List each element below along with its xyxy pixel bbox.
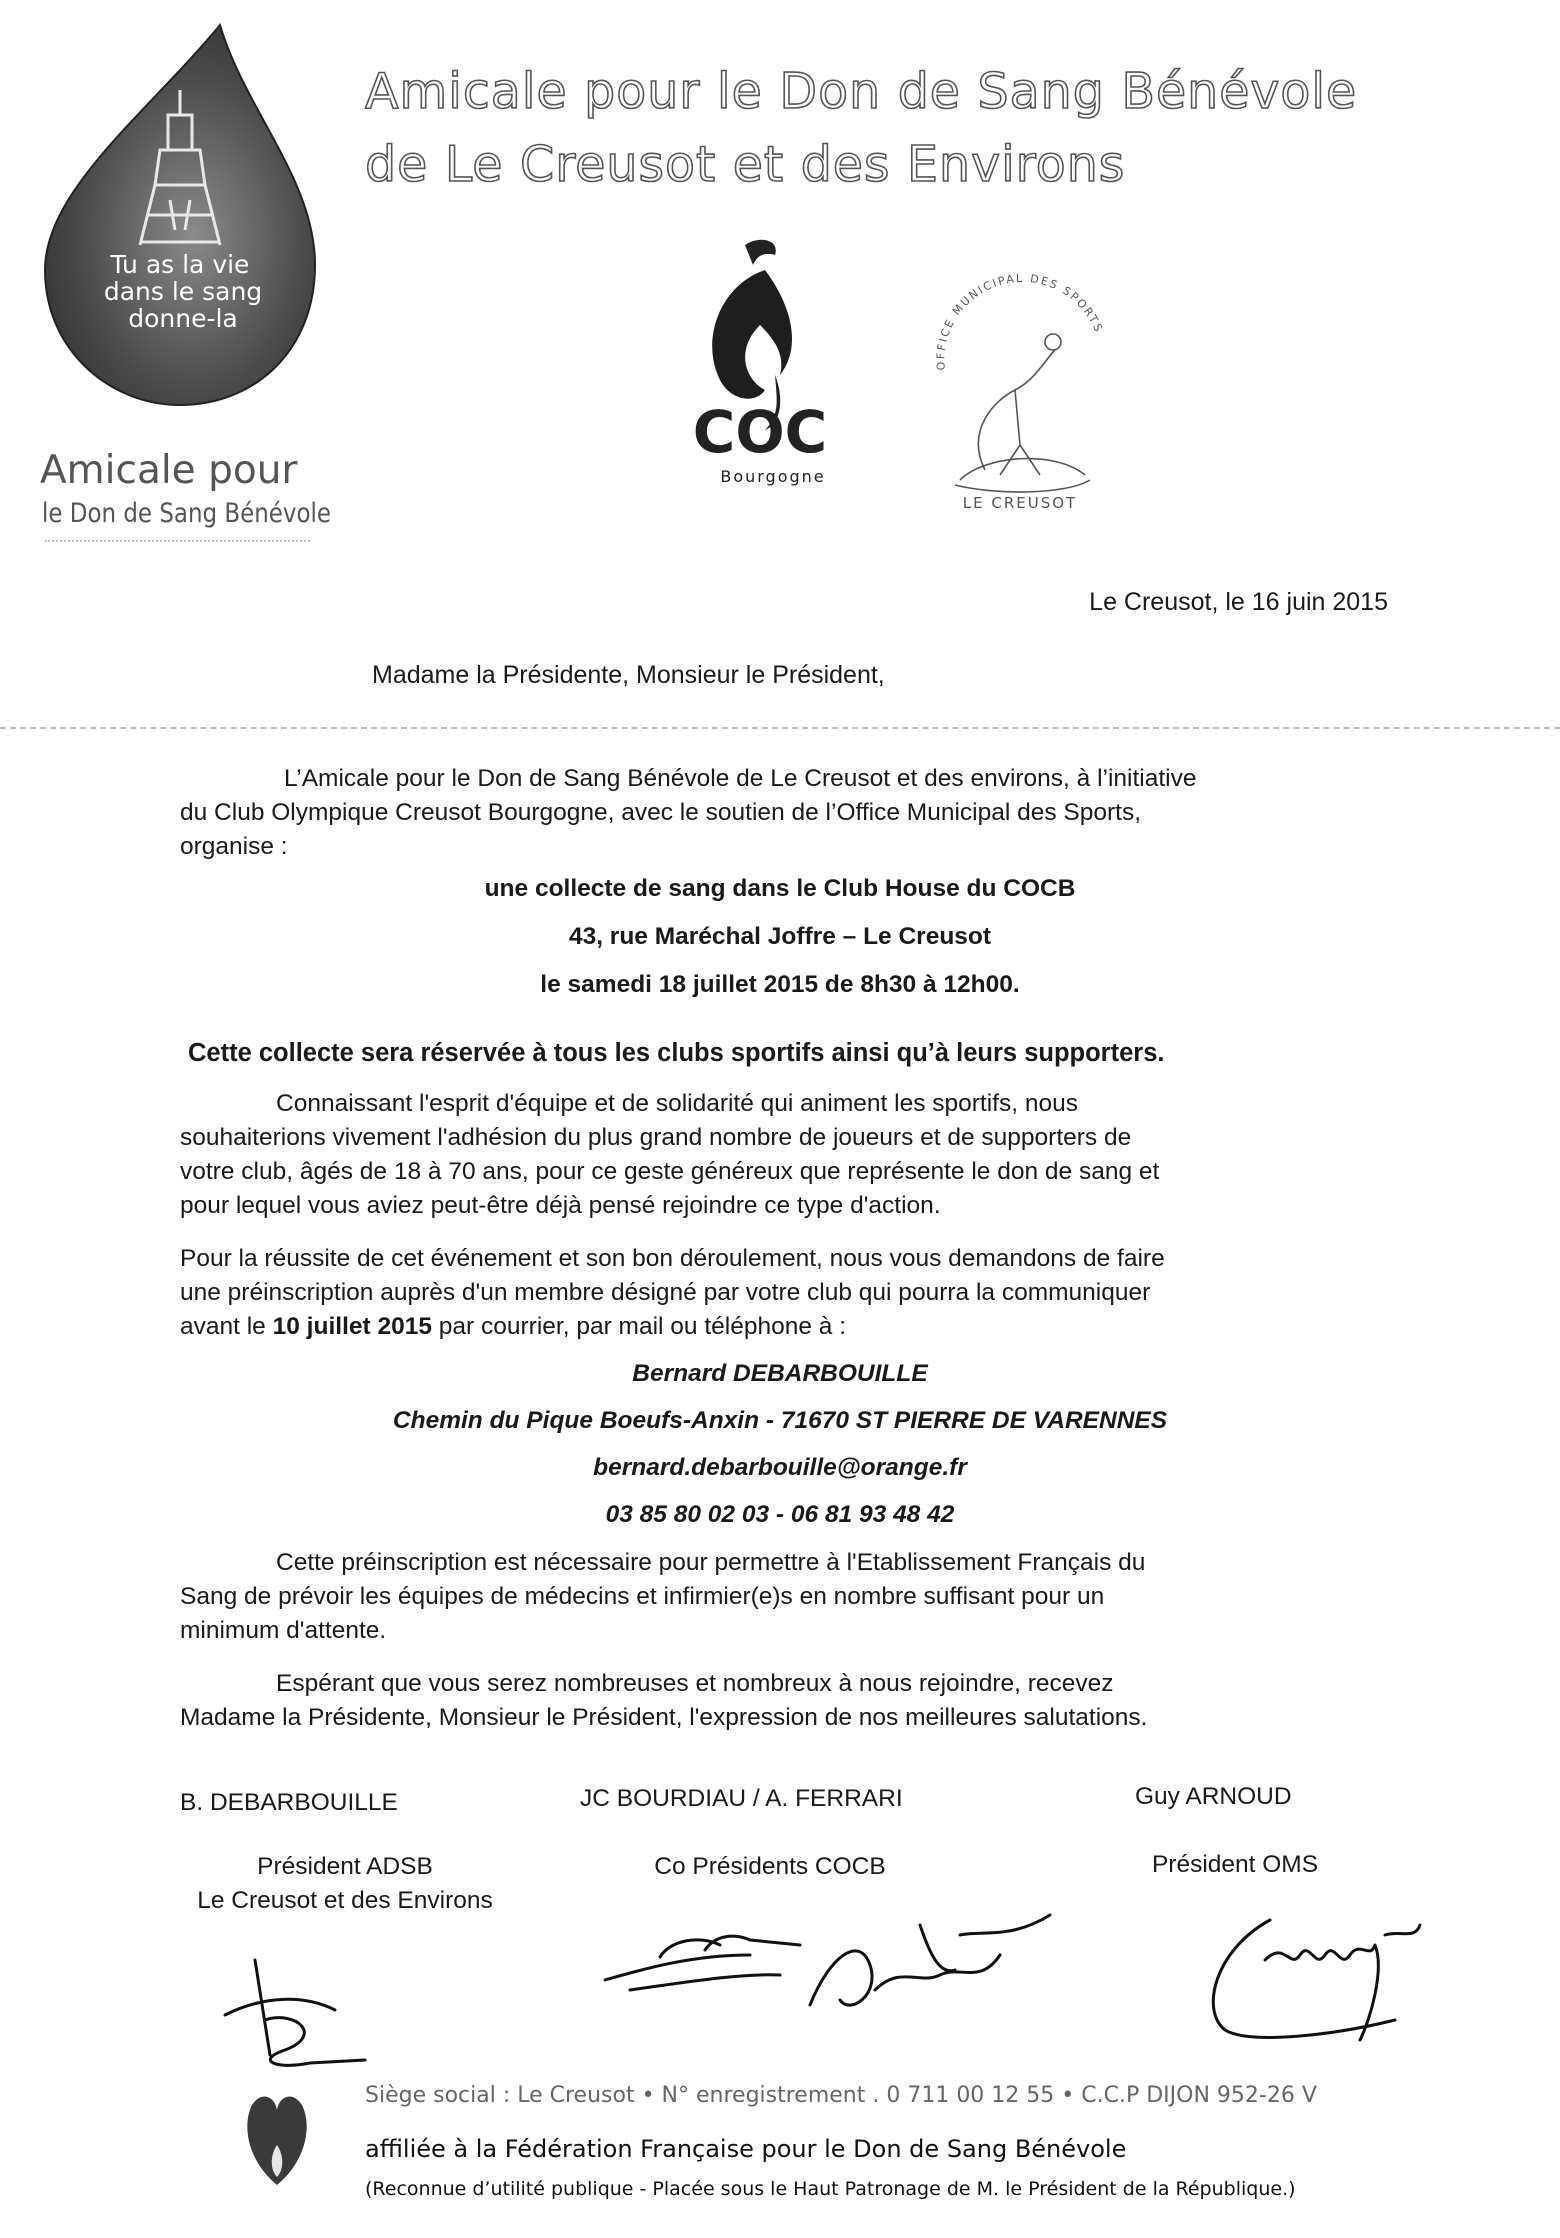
signatory-1-role-line-1: Président ADSB <box>257 1853 433 1880</box>
signatory-3-role <box>1100 1848 1370 1882</box>
para4-line-3: minimum d'attente. <box>180 1617 387 1644</box>
para5-line-2: Madame la Présidente, Monsieur le Président, l'expression de nos meilleures salutations. <box>180 1704 1148 1731</box>
signatory-2-name: JC BOURDIAU / A. FERRARI <box>580 1785 903 1812</box>
contact-name: Bernard DEBARBOUILLE <box>632 1360 928 1387</box>
footer-recognition: (Reconnue d’utilité publique - Placée sous le Haut Patronage de M. le Président de la République.) <box>365 2178 1296 2200</box>
paragraph-4 <box>180 1546 1400 1648</box>
logo-tagline-3: donne-la <box>128 304 238 333</box>
para3-line-2: une préinscription auprès d'un membre désigné par votre club qui pourra la communiquer <box>180 1279 1151 1306</box>
rooster-icon <box>665 230 855 490</box>
contact-email[interactable]: bernard.debarbouille@orange.fr <box>593 1454 967 1481</box>
signatory-1-name: B. DEBARBOUILLE <box>180 1789 398 1816</box>
footer-registration: Siège social : Le Creusot • N° enregistrement . 0 711 00 12 55 • C.C.P DIJON 952-26 V <box>365 2083 1317 2108</box>
event-line-2: 43, rue Maréchal Joffre – Le Creusot <box>568 923 992 950</box>
letter-salutation: Madame la Présidente, Monsieur le Président, <box>372 661 885 689</box>
coc-logo-text: COC <box>692 398 828 466</box>
para2-line-1: Connaissant l'esprit d'équipe et de solidarité qui animent les sportifs, nous <box>276 1090 1078 1117</box>
blood-drop-icon <box>30 20 330 450</box>
para5-line-1: Espérant que vous serez nombreuses et nombreux à nous rejoindre, recevez <box>276 1670 1114 1697</box>
association-logo <box>30 20 330 450</box>
para2-line-2: souhaiterions vivement l'adhésion du plus grand nombre de joueurs et de supporters de <box>180 1124 1132 1151</box>
paragraph-3 <box>180 1242 1400 1344</box>
signature-ferrari-bourdiau <box>600 1895 1060 2055</box>
paragraph-2 <box>180 1087 1400 1223</box>
signatory-2-role <box>620 1850 920 1884</box>
para3-line-1: Pour la réussite de cet événement et son bon déroulement, nous vous demandons de faire <box>180 1245 1165 1272</box>
event-line-1: une collecte de sang dans le Club House du COCB <box>484 875 1076 902</box>
signatory-3-role-line-1: Président OMS <box>1151 1851 1319 1878</box>
contact-block <box>180 1350 1380 1538</box>
reserved-notice: Cette collecte sera réservée à tous les clubs sportifs ainsi qu’à leurs supporters. <box>188 1039 1165 1067</box>
scan-fold-line <box>0 727 1560 729</box>
signatory-3-name: Guy ARNOUD <box>1135 1783 1292 1810</box>
handwritten-signature-icon <box>215 1955 375 2075</box>
para2-line-3: votre club, âgés de 18 à 70 ans, pour ce geste généreux que représente le don de sang et <box>180 1158 1160 1185</box>
oms-logo-city: LE CREUSOT <box>962 494 1078 512</box>
coc-bourgogne-logo <box>665 230 855 490</box>
contact-address: Chemin du Pique Boeufs-Anxin - 71670 ST PIERRE DE VARENNES <box>392 1407 1168 1434</box>
logo-name-line-2: le Don de Sang Bénévole <box>42 498 332 529</box>
preregistration-deadline: 10 juillet 2015 <box>272 1313 432 1340</box>
intro-line-3: organise : <box>180 833 288 860</box>
para3-after-date: par courrier, par mail ou téléphone à : <box>431 1313 846 1340</box>
para4-line-1: Cette préinscription est nécessaire pour permettre à l'Etablissement Français du <box>276 1549 1146 1576</box>
para3-before-date: avant le <box>180 1313 273 1340</box>
event-details <box>180 865 1380 1009</box>
para3-line-3 <box>180 1310 1400 1344</box>
signatory-1-role <box>160 1850 530 1918</box>
handwritten-signature-icon <box>600 1895 1060 2055</box>
oms-arc-text: OFFICE MUNICIPAL DES SPORTS <box>934 271 1106 371</box>
intro-line-2: du Club Olympique Creusot Bourgogne, avec le soutien de l’Office Municipal des Sports, <box>180 799 1142 826</box>
signature-debarbouille <box>215 1955 375 2075</box>
svg-text:OFFICE MUNICIPAL DES SPORTS <box>934 272 1105 371</box>
signatory-1-role-line-2: Le Creusot et des Environs <box>197 1887 493 1914</box>
event-line-3: le samedi 18 juillet 2015 de 8h30 à 12h00. <box>540 971 1020 998</box>
footer-heart-logo <box>242 2085 312 2195</box>
title-line-1: Amicale pour le Don de Sang Bénévole <box>365 63 1358 120</box>
logo-faded-line <box>45 540 310 552</box>
handwritten-signature-icon <box>1195 1900 1430 2060</box>
logo-tagline-1: Tu as la vie <box>110 250 250 279</box>
contact-phone: 03 85 80 02 03 - 06 81 93 48 42 <box>605 1501 955 1528</box>
para4-line-2: Sang de prévoir les équipes de médecins et infirmier(e)s en nombre suffisant pour un <box>180 1583 1105 1610</box>
footer-affiliation: affiliée à la Fédération Française pour le Don de Sang Bénévole <box>365 2135 1127 2163</box>
sports-office-emblem-icon <box>925 270 1115 520</box>
paragraph-5 <box>180 1667 1400 1735</box>
oms-logo <box>925 270 1115 520</box>
coc-logo-subtext: Bourgogne <box>720 467 826 486</box>
association-title <box>365 55 1357 201</box>
title-line-2: de Le Creusot et des Environs <box>365 136 1126 193</box>
logo-name-line-1: Amicale pour <box>40 448 298 493</box>
signature-arnoud <box>1195 1900 1430 2060</box>
logo-tagline-2: dans le sang <box>103 277 263 306</box>
intro-paragraph <box>180 762 1380 864</box>
signatory-2-role-line-1: Co Présidents COCB <box>654 1853 886 1880</box>
intro-line-1: L’Amicale pour le Don de Sang Bénévole de Le Creusot et des environs, à l’initiative <box>284 765 1197 792</box>
para2-line-4: pour lequel vous aviez peut-être déjà pensé rejoindre ce type d'action. <box>180 1192 941 1219</box>
letter-date: Le Creusot, le 16 juin 2015 <box>1089 588 1388 616</box>
heart-drop-icon <box>242 2085 312 2195</box>
